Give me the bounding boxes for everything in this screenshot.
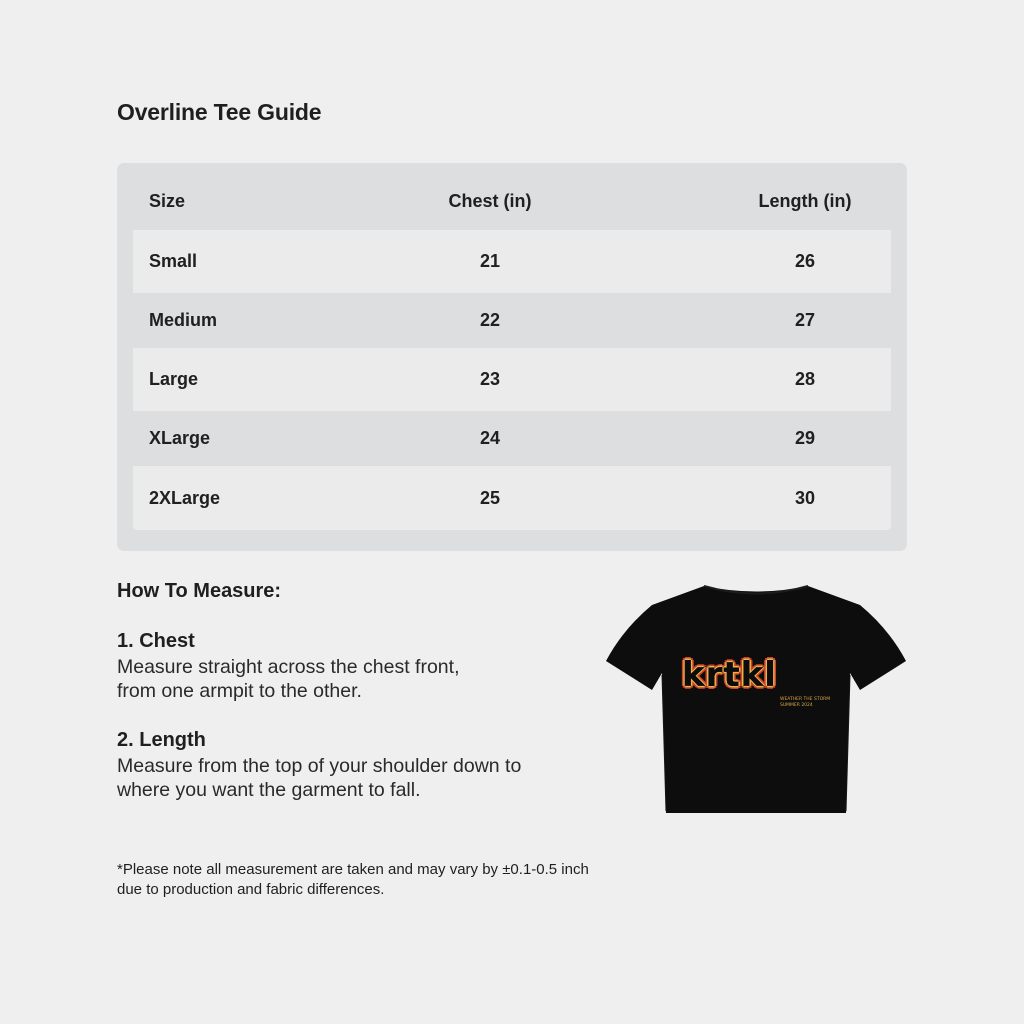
disclaimer-line: due to production and fabric differences.: [117, 881, 385, 898]
length-cell: 26: [794, 251, 816, 271]
size-cell: 2XLarge: [149, 487, 221, 508]
table-header-row: [133, 177, 891, 225]
tshirt-image: [604, 583, 908, 815]
table-row: [133, 348, 891, 411]
size-table: [117, 163, 907, 551]
shirt-tagline: [780, 697, 830, 709]
how-to-measure-heading: How To Measure:: [117, 580, 282, 602]
chest-cell: 22: [479, 310, 501, 330]
chest-cell: 21: [479, 251, 501, 271]
length-cell: 27: [794, 310, 816, 330]
chest-step-line: from one armpit to the other.: [117, 680, 362, 702]
tagline-line: WEATHER THE STORM: [780, 697, 831, 702]
measurement-disclaimer: [117, 860, 637, 900]
length-step-line: Measure from the top of your shoulder down to: [117, 755, 522, 777]
length-cell: 28: [794, 369, 816, 389]
table-row: [133, 466, 891, 530]
size-cell: XLarge: [149, 428, 211, 448]
tagline-line: SUMMER 2024: [780, 703, 813, 708]
chest-step-line: Measure straight across the chest front,: [117, 656, 460, 678]
size-cell: Small: [149, 251, 198, 271]
header-chest: Chest (in): [448, 190, 532, 211]
brand-logo: krtkl: [682, 655, 777, 695]
length-cell: 30: [794, 487, 816, 508]
disclaimer-line: *Please note all measurement are taken and may vary by ±0.1-0.5 inch: [117, 861, 589, 878]
size-cell: Large: [149, 369, 199, 389]
chest-cell: 23: [479, 369, 501, 389]
header-size: Size: [149, 190, 186, 211]
length-step-line: where you want the garment to fall.: [117, 779, 421, 801]
page-title: Overline Tee Guide: [117, 99, 322, 125]
length-step-heading: 2. Length: [117, 729, 206, 751]
header-length: Length (in): [758, 190, 852, 211]
length-step-text: [117, 754, 597, 802]
table-row: [133, 230, 891, 293]
chest-cell: 25: [479, 487, 501, 508]
chest-step-text: [117, 655, 597, 703]
length-cell: 29: [794, 428, 816, 448]
chest-cell: 24: [479, 428, 501, 448]
table-row: [133, 293, 891, 348]
size-cell: Medium: [149, 310, 218, 330]
table-row: [133, 411, 891, 466]
chest-step-heading: 1. Chest: [117, 630, 195, 652]
